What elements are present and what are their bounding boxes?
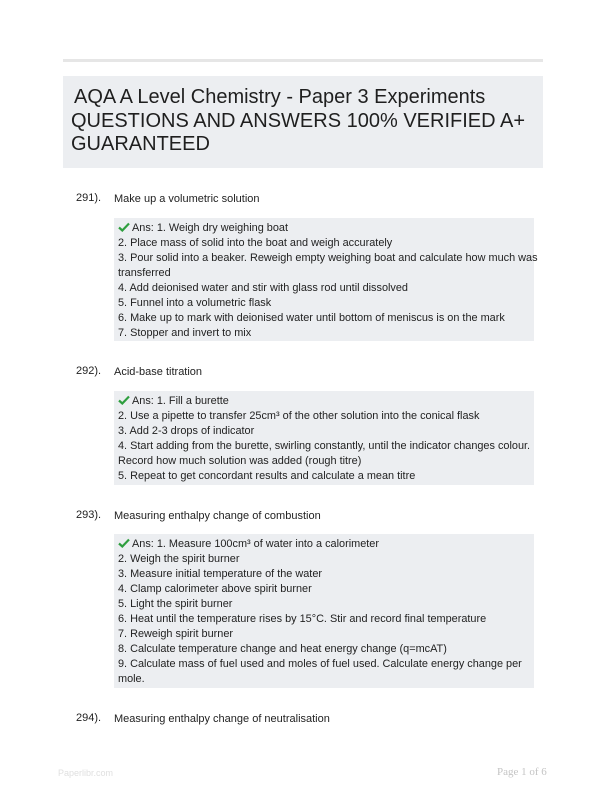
- answer-line: 2. Place mass of solid into the boat and weigh accurately: [118, 237, 393, 249]
- question-text: Acid-base titration: [114, 366, 203, 378]
- answer-box: [114, 534, 534, 688]
- answer-line: Ans: 1. Fill a burette: [118, 394, 530, 409]
- top-rule: [63, 59, 543, 62]
- question-number: 293).: [76, 509, 102, 521]
- answer-line: Ans: 1. Measure 100cm³ of water into a calorimeter: [118, 537, 530, 552]
- question-number: 291).: [76, 192, 102, 204]
- answer-line: 7. Stopper and invert to mix: [118, 327, 252, 339]
- document-title: [63, 76, 543, 168]
- check-icon: [118, 395, 130, 405]
- answer-line: 5. Light the spirit burner: [118, 598, 233, 610]
- title-line-2: QUESTIONS AND ANSWERS 100% VERIFIED A+: [71, 109, 526, 132]
- title-line-1: AQA A Level Chemistry - Paper 3 Experiments: [74, 86, 486, 108]
- answer-line: 5. Repeat to get concordant results and calculate a mean titre: [118, 470, 416, 482]
- answer-line: 4. Start adding from the burette, swirling constantly, until the indicator changes colour.: [118, 440, 531, 452]
- answer-box: [114, 218, 538, 341]
- question-number: 294).: [76, 712, 102, 724]
- answer-line: 8. Calculate temperature change and heat energy change (q=mcAT): [118, 643, 447, 655]
- question-text: Make up a volumetric solution: [114, 193, 260, 205]
- question-text: Measuring enthalpy change of combustion: [114, 510, 321, 522]
- answer-line: transferred: [118, 267, 171, 279]
- answer-box: [114, 391, 534, 485]
- check-icon: [118, 538, 130, 548]
- answer-line: 7. Reweigh spirit burner: [118, 628, 234, 640]
- answer-line: 2. Use a pipette to transfer 25cm³ of the other solution into the conical flask: [118, 410, 480, 422]
- title-line-3: GUARANTEED: [71, 133, 210, 155]
- check-icon: [118, 222, 130, 232]
- answer-line: 4. Clamp calorimeter above spirit burner: [118, 583, 312, 595]
- answer-line: mole.: [118, 673, 145, 685]
- answer-line: 3. Add 2-3 drops of indicator: [118, 425, 255, 437]
- answer-line: 5. Funnel into a volumetric flask: [118, 297, 272, 309]
- answer-line: 6. Make up to mark with deionised water until bottom of meniscus is on the mark: [118, 312, 505, 324]
- answer-line: 4. Add deionised water and stir with glass rod until dissolved: [118, 282, 408, 294]
- answer-line: Ans: 1. Weigh dry weighing boat: [118, 221, 530, 236]
- watermark: Paperlibr.com: [58, 768, 114, 778]
- answer-line: 6. Heat until the temperature rises by 15°C. Stir and record final temperature: [118, 613, 487, 625]
- question-text: Measuring enthalpy change of neutralisation: [114, 713, 330, 725]
- question-number: 292).: [76, 365, 102, 377]
- answer-line: 3. Measure initial temperature of the water: [118, 568, 322, 580]
- answer-line: 2. Weigh the spirit burner: [118, 553, 240, 565]
- answer-line: 3. Pour solid into a beaker. Reweigh empty weighing boat and calculate how much was: [118, 252, 538, 264]
- answer-line: Record how much solution was added (rough titre): [118, 455, 362, 467]
- answer-line: 9. Calculate mass of fuel used and moles of fuel used. Calculate energy change per: [118, 658, 522, 670]
- page-indicator: Page 1 of 6: [497, 766, 547, 778]
